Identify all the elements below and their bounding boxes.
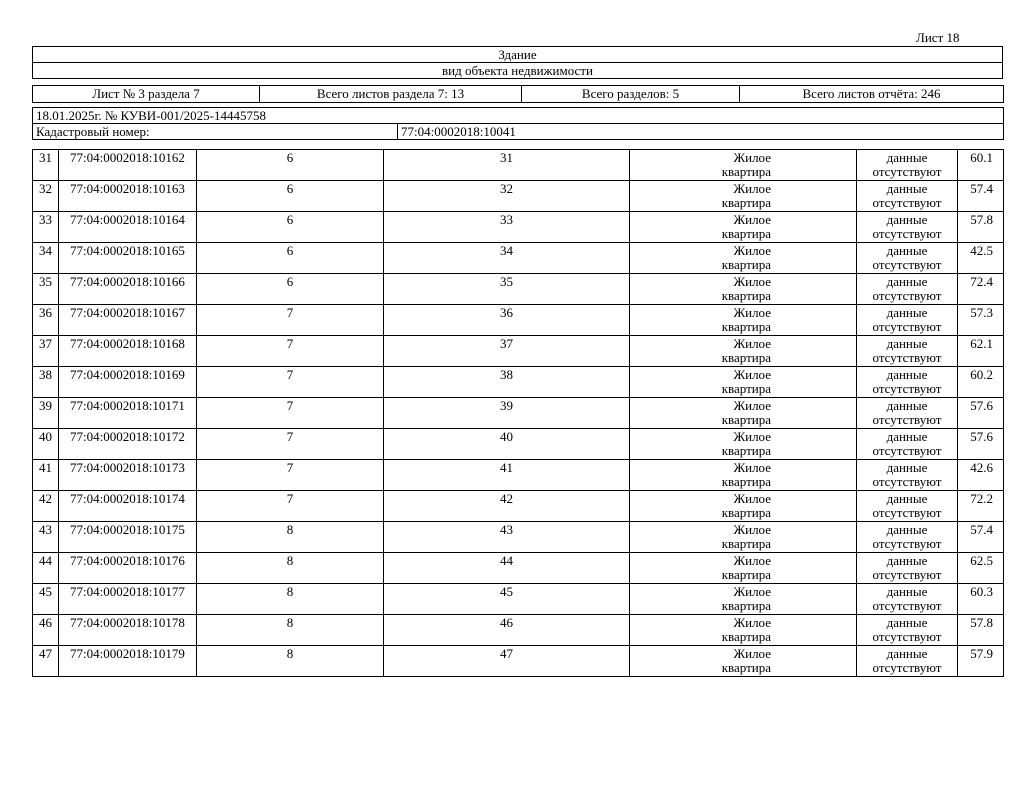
row-number: 45 xyxy=(33,584,59,615)
row-apartment-number: 35 xyxy=(384,274,630,305)
row-cadastral-number: 77:04:0002018:10169 xyxy=(59,367,197,398)
object-type-caption: вид объекта недвижимости xyxy=(33,63,1003,79)
row-floor: 7 xyxy=(197,336,384,367)
row-status-line-2: отсутствуют xyxy=(872,288,942,303)
row-number: 46 xyxy=(33,615,59,646)
row-apartment-number: 38 xyxy=(384,367,630,398)
row-apartment-number: 44 xyxy=(384,553,630,584)
row-purpose-line-1: Жилое xyxy=(733,274,771,289)
row-purpose-line-2: квартира xyxy=(721,536,771,551)
row-number: 44 xyxy=(33,553,59,584)
row-number: 47 xyxy=(33,646,59,677)
row-cadastral-number: 77:04:0002018:10171 xyxy=(59,398,197,429)
row-number: 41 xyxy=(33,460,59,491)
row-purpose-line-1: Жилое xyxy=(733,491,771,506)
table-row xyxy=(33,460,1004,491)
object-header-table xyxy=(32,46,1003,79)
row-purpose-line-2: квартира xyxy=(721,164,771,179)
row-status xyxy=(857,243,958,274)
row-apartment-number: 47 xyxy=(384,646,630,677)
row-cadastral-number: 77:04:0002018:10166 xyxy=(59,274,197,305)
cadastral-number-value: 77:04:0002018:10041 xyxy=(398,124,1004,140)
row-floor: 6 xyxy=(197,274,384,305)
row-status-line-2: отсутствуют xyxy=(872,412,942,427)
row-number: 38 xyxy=(33,367,59,398)
row-purpose xyxy=(630,181,857,212)
row-floor: 8 xyxy=(197,522,384,553)
row-floor: 7 xyxy=(197,305,384,336)
row-cadastral-number: 77:04:0002018:10168 xyxy=(59,336,197,367)
row-purpose-line-1: Жилое xyxy=(733,212,771,227)
row-purpose xyxy=(630,522,857,553)
section-total-sheets: Всего листов раздела 7: 13 xyxy=(260,86,522,103)
row-area: 57.6 xyxy=(958,429,1004,460)
row-status xyxy=(857,460,958,491)
row-status-line-2: отсутствуют xyxy=(872,567,942,582)
table-row xyxy=(33,150,1004,181)
report-total-sheets: Всего листов отчёта: 246 xyxy=(740,86,1004,103)
row-cadastral-number: 77:04:0002018:10176 xyxy=(59,553,197,584)
table-row xyxy=(33,491,1004,522)
row-number: 42 xyxy=(33,491,59,522)
row-apartment-number: 33 xyxy=(384,212,630,243)
row-number: 34 xyxy=(33,243,59,274)
row-apartment-number: 43 xyxy=(384,522,630,553)
row-area: 60.3 xyxy=(958,584,1004,615)
section-sheet: Лист № 3 раздела 7 xyxy=(33,86,260,103)
row-status-line-2: отсутствуют xyxy=(872,660,942,675)
row-status-line-2: отсутствуют xyxy=(872,474,942,489)
row-purpose xyxy=(630,212,857,243)
row-purpose-line-2: квартира xyxy=(721,598,771,613)
table-row xyxy=(33,584,1004,615)
row-area: 62.1 xyxy=(958,336,1004,367)
row-purpose xyxy=(630,243,857,274)
row-status-line-1: данные xyxy=(886,243,928,258)
row-number: 40 xyxy=(33,429,59,460)
row-cadastral-number: 77:04:0002018:10179 xyxy=(59,646,197,677)
row-apartment-number: 36 xyxy=(384,305,630,336)
table-row xyxy=(33,305,1004,336)
row-status xyxy=(857,367,958,398)
row-status-line-2: отсутствуют xyxy=(872,257,942,272)
row-status xyxy=(857,491,958,522)
table-row xyxy=(33,522,1004,553)
row-status-line-1: данные xyxy=(886,274,928,289)
document-date-number: 18.01.2025г. № КУВИ-001/2025-14445758 xyxy=(33,108,1004,124)
row-area: 60.1 xyxy=(958,150,1004,181)
row-status-line-2: отсутствуют xyxy=(872,381,942,396)
row-status xyxy=(857,150,958,181)
row-purpose xyxy=(630,367,857,398)
row-status-line-2: отсутствуют xyxy=(872,350,942,365)
row-purpose-line-2: квартира xyxy=(721,257,771,272)
row-apartment-number: 41 xyxy=(384,460,630,491)
row-area: 57.8 xyxy=(958,615,1004,646)
row-cadastral-number: 77:04:0002018:10177 xyxy=(59,584,197,615)
row-purpose xyxy=(630,615,857,646)
row-cadastral-number: 77:04:0002018:10165 xyxy=(59,243,197,274)
row-purpose-line-1: Жилое xyxy=(733,367,771,382)
row-purpose xyxy=(630,305,857,336)
premises-table xyxy=(32,149,1004,677)
row-status-line-1: данные xyxy=(886,305,928,320)
cadastral-number-label: Кадастровый номер: xyxy=(33,124,398,140)
row-status-line-1: данные xyxy=(886,491,928,506)
row-purpose-line-1: Жилое xyxy=(733,398,771,413)
row-cadastral-number: 77:04:0002018:10162 xyxy=(59,150,197,181)
table-row xyxy=(33,336,1004,367)
row-purpose-line-2: квартира xyxy=(721,381,771,396)
row-area: 57.4 xyxy=(958,181,1004,212)
row-area: 60.2 xyxy=(958,367,1004,398)
row-status xyxy=(857,274,958,305)
row-purpose-line-2: квартира xyxy=(721,195,771,210)
row-purpose xyxy=(630,584,857,615)
row-purpose xyxy=(630,150,857,181)
row-status-line-1: данные xyxy=(886,584,928,599)
row-status xyxy=(857,553,958,584)
row-area: 57.8 xyxy=(958,212,1004,243)
row-status-line-1: данные xyxy=(886,646,928,661)
row-area: 42.5 xyxy=(958,243,1004,274)
row-purpose-line-1: Жилое xyxy=(733,460,771,475)
row-purpose-line-2: квартира xyxy=(721,474,771,489)
row-status-line-2: отсутствуют xyxy=(872,536,942,551)
row-status-line-1: данные xyxy=(886,460,928,475)
row-status-line-1: данные xyxy=(886,367,928,382)
row-cadastral-number: 77:04:0002018:10173 xyxy=(59,460,197,491)
row-purpose-line-1: Жилое xyxy=(733,522,771,537)
row-status-line-1: данные xyxy=(886,150,928,165)
row-purpose-line-2: квартира xyxy=(721,629,771,644)
row-apartment-number: 40 xyxy=(384,429,630,460)
table-row xyxy=(33,553,1004,584)
row-status-line-2: отсутствуют xyxy=(872,195,942,210)
table-row xyxy=(33,429,1004,460)
row-status-line-2: отсутствуют xyxy=(872,226,942,241)
row-number: 32 xyxy=(33,181,59,212)
row-status xyxy=(857,646,958,677)
row-purpose-line-1: Жилое xyxy=(733,181,771,196)
row-purpose xyxy=(630,646,857,677)
row-apartment-number: 45 xyxy=(384,584,630,615)
row-status-line-1: данные xyxy=(886,336,928,351)
row-status xyxy=(857,429,958,460)
row-apartment-number: 42 xyxy=(384,491,630,522)
row-number: 36 xyxy=(33,305,59,336)
table-row xyxy=(33,367,1004,398)
row-purpose xyxy=(630,491,857,522)
row-cadastral-number: 77:04:0002018:10167 xyxy=(59,305,197,336)
table-row xyxy=(33,181,1004,212)
row-apartment-number: 34 xyxy=(384,243,630,274)
row-purpose xyxy=(630,274,857,305)
row-status-line-2: отсутствуют xyxy=(872,505,942,520)
row-purpose-line-1: Жилое xyxy=(733,336,771,351)
row-purpose xyxy=(630,460,857,491)
row-floor: 8 xyxy=(197,553,384,584)
row-area: 42.6 xyxy=(958,460,1004,491)
row-floor: 7 xyxy=(197,460,384,491)
row-purpose-line-1: Жилое xyxy=(733,553,771,568)
sheet-label: Лист 18 xyxy=(916,30,960,45)
row-purpose-line-1: Жилое xyxy=(733,646,771,661)
row-apartment-number: 31 xyxy=(384,150,630,181)
table-row xyxy=(33,243,1004,274)
row-status xyxy=(857,615,958,646)
row-purpose-line-2: квартира xyxy=(721,412,771,427)
row-area: 57.3 xyxy=(958,305,1004,336)
row-purpose-line-2: квартира xyxy=(721,226,771,241)
section-info-table xyxy=(32,85,1004,103)
row-number: 39 xyxy=(33,398,59,429)
table-row xyxy=(33,615,1004,646)
row-status-line-1: данные xyxy=(886,398,928,413)
row-purpose-line-2: квартира xyxy=(721,443,771,458)
row-number: 37 xyxy=(33,336,59,367)
row-purpose-line-2: квартира xyxy=(721,350,771,365)
row-floor: 6 xyxy=(197,150,384,181)
row-floor: 8 xyxy=(197,615,384,646)
row-purpose-line-1: Жилое xyxy=(733,429,771,444)
row-status-line-2: отсутствуют xyxy=(872,629,942,644)
row-floor: 8 xyxy=(197,584,384,615)
row-floor: 8 xyxy=(197,646,384,677)
row-number: 31 xyxy=(33,150,59,181)
table-row xyxy=(33,646,1004,677)
total-sections: Всего разделов: 5 xyxy=(522,86,740,103)
row-cadastral-number: 77:04:0002018:10175 xyxy=(59,522,197,553)
row-status xyxy=(857,336,958,367)
row-status xyxy=(857,522,958,553)
row-status xyxy=(857,181,958,212)
row-purpose xyxy=(630,336,857,367)
row-purpose-line-2: квартира xyxy=(721,505,771,520)
row-purpose-line-1: Жилое xyxy=(733,243,771,258)
row-status-line-1: данные xyxy=(886,522,928,537)
row-purpose-line-2: квартира xyxy=(721,319,771,334)
row-status-line-2: отсутствуют xyxy=(872,598,942,613)
row-number: 35 xyxy=(33,274,59,305)
row-floor: 7 xyxy=(197,491,384,522)
row-floor: 6 xyxy=(197,243,384,274)
row-status xyxy=(857,305,958,336)
row-area: 72.2 xyxy=(958,491,1004,522)
table-row xyxy=(33,212,1004,243)
row-apartment-number: 32 xyxy=(384,181,630,212)
row-status xyxy=(857,584,958,615)
row-purpose-line-1: Жилое xyxy=(733,584,771,599)
row-status-line-1: данные xyxy=(886,429,928,444)
row-number: 43 xyxy=(33,522,59,553)
document-info-table xyxy=(32,107,1004,140)
row-cadastral-number: 77:04:0002018:10178 xyxy=(59,615,197,646)
row-purpose-line-2: квартира xyxy=(721,288,771,303)
row-floor: 7 xyxy=(197,429,384,460)
row-number: 33 xyxy=(33,212,59,243)
object-name: Здание xyxy=(33,47,1003,63)
row-purpose xyxy=(630,429,857,460)
row-purpose-line-2: квартира xyxy=(721,567,771,582)
row-cadastral-number: 77:04:0002018:10172 xyxy=(59,429,197,460)
row-status-line-2: отсутствуют xyxy=(872,319,942,334)
row-area: 72.4 xyxy=(958,274,1004,305)
row-apartment-number: 46 xyxy=(384,615,630,646)
row-apartment-number: 37 xyxy=(384,336,630,367)
row-purpose xyxy=(630,553,857,584)
row-purpose xyxy=(630,398,857,429)
row-status-line-1: данные xyxy=(886,615,928,630)
row-status-line-2: отсутствуют xyxy=(872,443,942,458)
row-floor: 6 xyxy=(197,212,384,243)
row-purpose-line-1: Жилое xyxy=(733,305,771,320)
row-area: 62.5 xyxy=(958,553,1004,584)
row-floor: 7 xyxy=(197,367,384,398)
row-cadastral-number: 77:04:0002018:10174 xyxy=(59,491,197,522)
row-apartment-number: 39 xyxy=(384,398,630,429)
row-status-line-1: данные xyxy=(886,181,928,196)
row-area: 57.6 xyxy=(958,398,1004,429)
row-purpose-line-2: квартира xyxy=(721,660,771,675)
row-status-line-1: данные xyxy=(886,212,928,227)
row-status xyxy=(857,212,958,243)
row-status xyxy=(857,398,958,429)
row-cadastral-number: 77:04:0002018:10164 xyxy=(59,212,197,243)
row-status-line-1: данные xyxy=(886,553,928,568)
row-status-line-2: отсутствуют xyxy=(872,164,942,179)
table-row xyxy=(33,398,1004,429)
row-floor: 6 xyxy=(197,181,384,212)
table-row xyxy=(33,274,1004,305)
row-purpose-line-1: Жилое xyxy=(733,615,771,630)
row-purpose-line-1: Жилое xyxy=(733,150,771,165)
row-floor: 7 xyxy=(197,398,384,429)
row-cadastral-number: 77:04:0002018:10163 xyxy=(59,181,197,212)
row-area: 57.9 xyxy=(958,646,1004,677)
row-area: 57.4 xyxy=(958,522,1004,553)
